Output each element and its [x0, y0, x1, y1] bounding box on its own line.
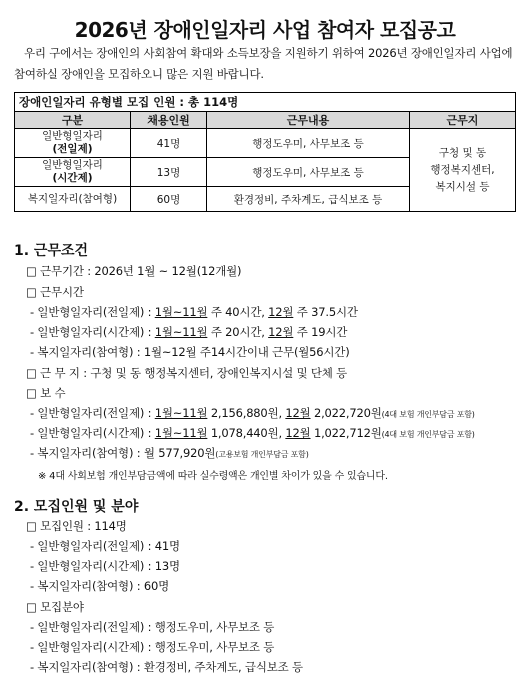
pay-title: □ 보 수: [26, 386, 66, 400]
row-type: 일반형일자리: [42, 159, 103, 171]
table-caption: 장애인일자리 유형별 모집 인원 : 총 114명: [15, 93, 516, 112]
pay-line: - 복지일자리(참여형) : 월 577,920원(고용보험 개인부담금 포함): [30, 446, 309, 460]
row-count: 13명: [131, 158, 207, 187]
field-line: - 복지일자리(참여형) : 환경정비, 주차계도, 급식보조 등: [30, 660, 303, 674]
page-title: 2026년 장애인일자리 사업 참여자 모집공고: [74, 18, 456, 42]
hours-line: - 일반형일자리(전일제) : 1월~11월 주 40시간, 12월 주 37.5시간: [30, 305, 358, 319]
field-title: □ 모집분야: [26, 600, 84, 614]
row-type: 일반형일자리: [42, 130, 103, 142]
row-duty: 행정도우미, 사무보조 등: [207, 158, 410, 187]
row-type-detail: (전일제): [52, 143, 93, 155]
header-type: 구분: [15, 112, 131, 129]
row-duty: 행정도우미, 사무보조 등: [207, 129, 410, 158]
count-line: - 복지일자리(참여형) : 60명: [30, 579, 169, 593]
count-line: - 일반형일자리(전일제) : 41명: [30, 539, 180, 553]
row-duty: 환경정비, 주차계도, 급식보조 등: [207, 187, 410, 212]
hours-line: - 일반형일자리(시간제) : 1월~11월 주 20시간, 12월 주 19시간: [30, 325, 348, 339]
hours-title: □ 근무시간: [26, 285, 84, 299]
workplace-line: 행정복지센터,: [430, 163, 495, 176]
field-line: - 일반형일자리(시간제) : 행정도우미, 사무보조 등: [30, 640, 275, 654]
row-type-detail: (시간제): [52, 172, 93, 184]
section1-heading: 1. 근무조건: [14, 243, 89, 259]
header-duty: 근무내용: [207, 112, 410, 129]
workplace-line: 구청 및 동: [438, 146, 487, 159]
row-count: 41명: [131, 129, 207, 158]
pay-line: - 일반형일자리(전일제) : 1월~11월 2,156,880원, 12월 2,022,720원(4대 보험 개인부담금 포함): [30, 406, 475, 420]
pay-line: - 일반형일자리(시간제) : 1월~11월 1,078,440원, 12월 1,022,712원(4대 보험 개인부담금 포함): [30, 426, 475, 440]
count-title: □ 모집인원 : 114명: [26, 519, 127, 533]
table-row: [15, 129, 516, 158]
intro-paragraph: 우리 구에서는 장애인의 사회참여 확대와 소득보장을 지원하기 위하여 2026년 장애인일자리 사업에 참여하실 장애인을 모집하오니 많은 지원 바랍니다.: [14, 46, 513, 81]
work-period: □ 근무기간 : 2026년 1월 ~ 12월(12개월): [26, 264, 242, 278]
work-place: □ 근 무 지 : 구청 및 동 행정복지센터, 장애인복지시설 및 단체 등: [26, 366, 348, 380]
pay-note: ※ 4대 사회보험 개인부담금액에 따라 실수령액은 개인별 차이가 있을 수 있습니다.: [38, 471, 388, 482]
header-workplace: 근무지: [410, 112, 516, 129]
hours-line: - 복지일자리(참여형) : 1월~12월 주14시간이내 근무(월56시간): [30, 345, 350, 359]
row-type: 복지일자리(참여형): [15, 187, 131, 212]
header-count: 채용인원: [131, 112, 207, 129]
recruitment-table: [14, 92, 516, 212]
workplace-line: 복지시설 등: [435, 180, 490, 193]
section2-heading: 2. 모집인원 및 분야: [14, 499, 139, 515]
count-line: - 일반형일자리(시간제) : 13명: [30, 559, 180, 573]
workplace-cell: [410, 129, 516, 212]
row-count: 60명: [131, 187, 207, 212]
field-line: - 일반형일자리(전일제) : 행정도우미, 사무보조 등: [30, 620, 275, 634]
